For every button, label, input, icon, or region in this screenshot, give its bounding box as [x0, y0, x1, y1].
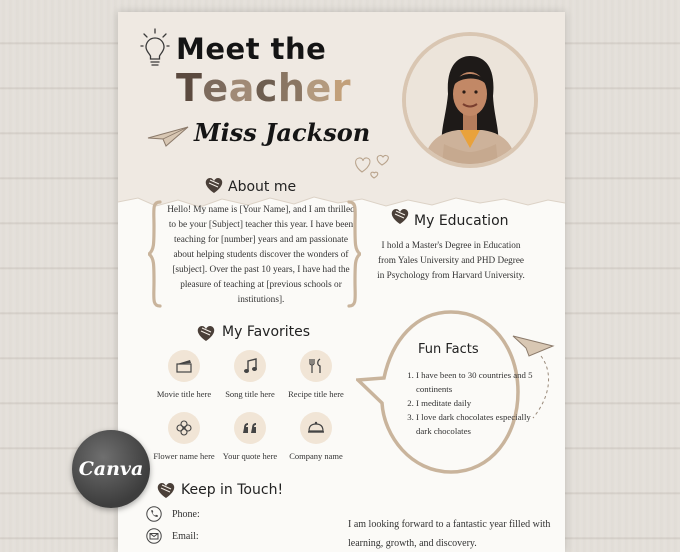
flower-icon [168, 412, 200, 444]
left-brace [148, 200, 162, 308]
favorites-title: My Favorites [222, 324, 311, 340]
heart-icon [204, 176, 224, 194]
contact-email-row [146, 528, 199, 544]
title-teacher-letter: c [254, 66, 278, 110]
right-brace [347, 200, 361, 308]
fun-fact-item: 2. I meditate daily [416, 396, 536, 410]
teacher-name: Miss Jackson [194, 118, 371, 147]
canva-badge [72, 430, 150, 508]
email-label: Email: [172, 530, 199, 542]
heart-icon [156, 481, 176, 499]
email-icon [146, 528, 162, 544]
title-teacher-letter: T [176, 66, 203, 110]
hearts-icon [352, 150, 396, 180]
cutlery-icon [300, 350, 332, 382]
education-title: My Education [414, 213, 509, 229]
flyer-sheet [118, 12, 565, 552]
about-me-title: About me [228, 179, 297, 195]
paper-plane-icon [511, 332, 557, 422]
favorite-label: Recipe title here [288, 389, 344, 399]
fun-facts-title: Fun Facts [418, 342, 479, 357]
title-teacher-letter: e [305, 66, 332, 110]
canva-logo-text: Canva [78, 458, 144, 480]
clapperboard-icon [168, 350, 200, 382]
favorite-label: Song title here [225, 389, 275, 399]
teacher-portrait-illustration [406, 36, 534, 164]
phone-label: Phone: [172, 508, 200, 520]
teacher-photo [406, 36, 534, 164]
lightbulb-icon [140, 26, 170, 70]
favorite-label: Your quote here [222, 451, 278, 461]
paper-plane-icon [146, 124, 190, 150]
fun-fact-item: 1. I have been to 30 countries and 5 continents [416, 368, 536, 396]
contact-phone-row [146, 506, 200, 522]
title-teacher-letter: a [228, 66, 255, 110]
phone-icon [146, 506, 162, 522]
cloche-icon [300, 412, 332, 444]
music-note-icon [234, 350, 266, 382]
heart-icon [196, 324, 216, 342]
teacher-photo-frame [402, 32, 538, 168]
keep-in-touch-title: Keep in Touch! [181, 482, 284, 498]
title-teacher-letter: h [277, 66, 306, 110]
fun-fact-item: 3. I love dark chocolates especially dark chocolates [416, 410, 536, 438]
favorite-recipe [276, 350, 356, 399]
favorite-company [276, 412, 356, 461]
about-me-text: Hello! My name is [Your Name], and I am thrilled to be your [Subject] teacher this year. I have been teaching for [number] years and am passionate about helping students discover the wonders of [subject]. Over the past 10 years, I have had the pleasure of teaching at [previous schools or institutions]. [167, 205, 355, 305]
closing-message: I am looking forward to a fantastic year filled with learning, growth, and discovery. [348, 519, 551, 549]
favorite-label: Movie title here [156, 389, 212, 399]
title-meet-the: Meet the [176, 32, 327, 66]
education-text: I hold a Master's Degree in Education from Yales University and PHD Degree in Psychology from Harvard University. [377, 240, 525, 280]
title-teacher [176, 66, 351, 110]
title-teacher-letter: e [202, 66, 229, 110]
favorite-label: Flower name here [153, 451, 215, 461]
quote-icon [234, 412, 266, 444]
favorite-label: Company name [289, 451, 343, 461]
heart-icon [390, 207, 410, 225]
title-teacher-letter: r [331, 66, 351, 110]
